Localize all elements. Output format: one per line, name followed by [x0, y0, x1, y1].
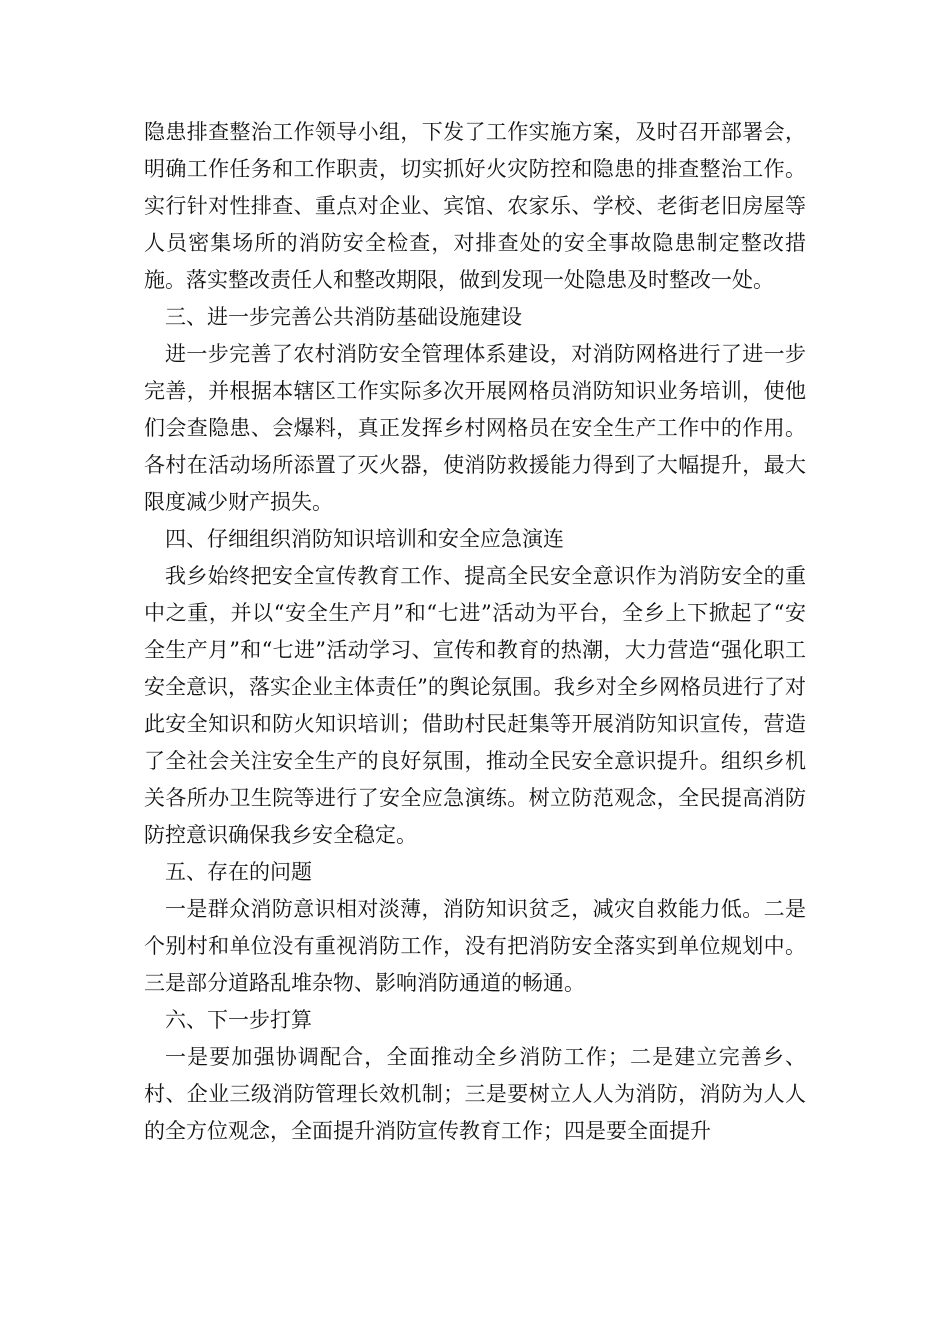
section-heading-5: 五、存在的问题	[165, 860, 312, 884]
document-page	[144, 114, 806, 1150]
section-heading-6: 六、下一步打算	[165, 1008, 312, 1032]
section-heading-4: 四、仔细组织消防知识培训和安全应急演连	[165, 527, 564, 551]
section-heading-3: 三、进一步完善公共消防基础设施建设	[165, 305, 522, 329]
body-paragraph-2: 进一步完善了农村消防安全管理体系建设，对消防网格进行了进一步完善，并根据本辖区工作实际多次开展网格员消防知识业务培训，使他们会查隐患、会爆料，真正发挥乡村网格员在安全生产工作中的作用。各村在活动场所添置了灭火器，使消防救援能力得到了大幅提升，最大限度减少财产损失。	[144, 342, 806, 514]
body-paragraph-1: 隐患排查整治工作领导小组，下发了工作实施方案，及时召开部署会，明确工作任务和工作职责，切实抓好火灾防控和隐患的排查整治工作。实行针对性排查、重点对企业、宾馆、农家乐、学校、老街老旧房屋等人员密集场所的消防安全检查，对排查处的安全事故隐患制定整改措施。落实整改责任人和整改期限，做到发现一处隐患及时整改一处。	[144, 120, 806, 292]
body-paragraph-4: 一是群众消防意识相对淡薄，消防知识贫乏，减灾自救能力低。二是个别村和单位没有重视消防工作，没有把消防安全落实到单位规划中。三是部分道路乱堆杂物、影响消防通道的畅通。	[144, 897, 806, 995]
body-paragraph-3: 我乡始终把安全宣传教育工作、提高全民安全意识作为消防安全的重中之重，并以“安全生产月”和“七进”活动为平台，全乡上下掀起了“安全生产月”和“七进”活动学习、宣传和教育的热潮，大力营造“强化职工安全意识，落实企业主体责任”的舆论氛围。我乡对全乡网格员进行了对此安全知识和防火知识培训；借助村民赶集等开展消防知识宣传，营造了全社会关注安全生产的良好氛围，推动全民安全意识提升。组织乡机关各所办卫生院等进行了安全应急演练。树立防范观念，全民提高消防防控意识确保我乡安全稳定。	[144, 564, 806, 847]
body-paragraph-5: 一是要加强协调配合，全面推动全乡消防工作；二是建立完善乡、村、企业三级消防管理长效机制；三是要树立人人为消防，消防为人人的全方位观念，全面提升消防宣传教育工作；四是要全面提升	[144, 1045, 806, 1143]
